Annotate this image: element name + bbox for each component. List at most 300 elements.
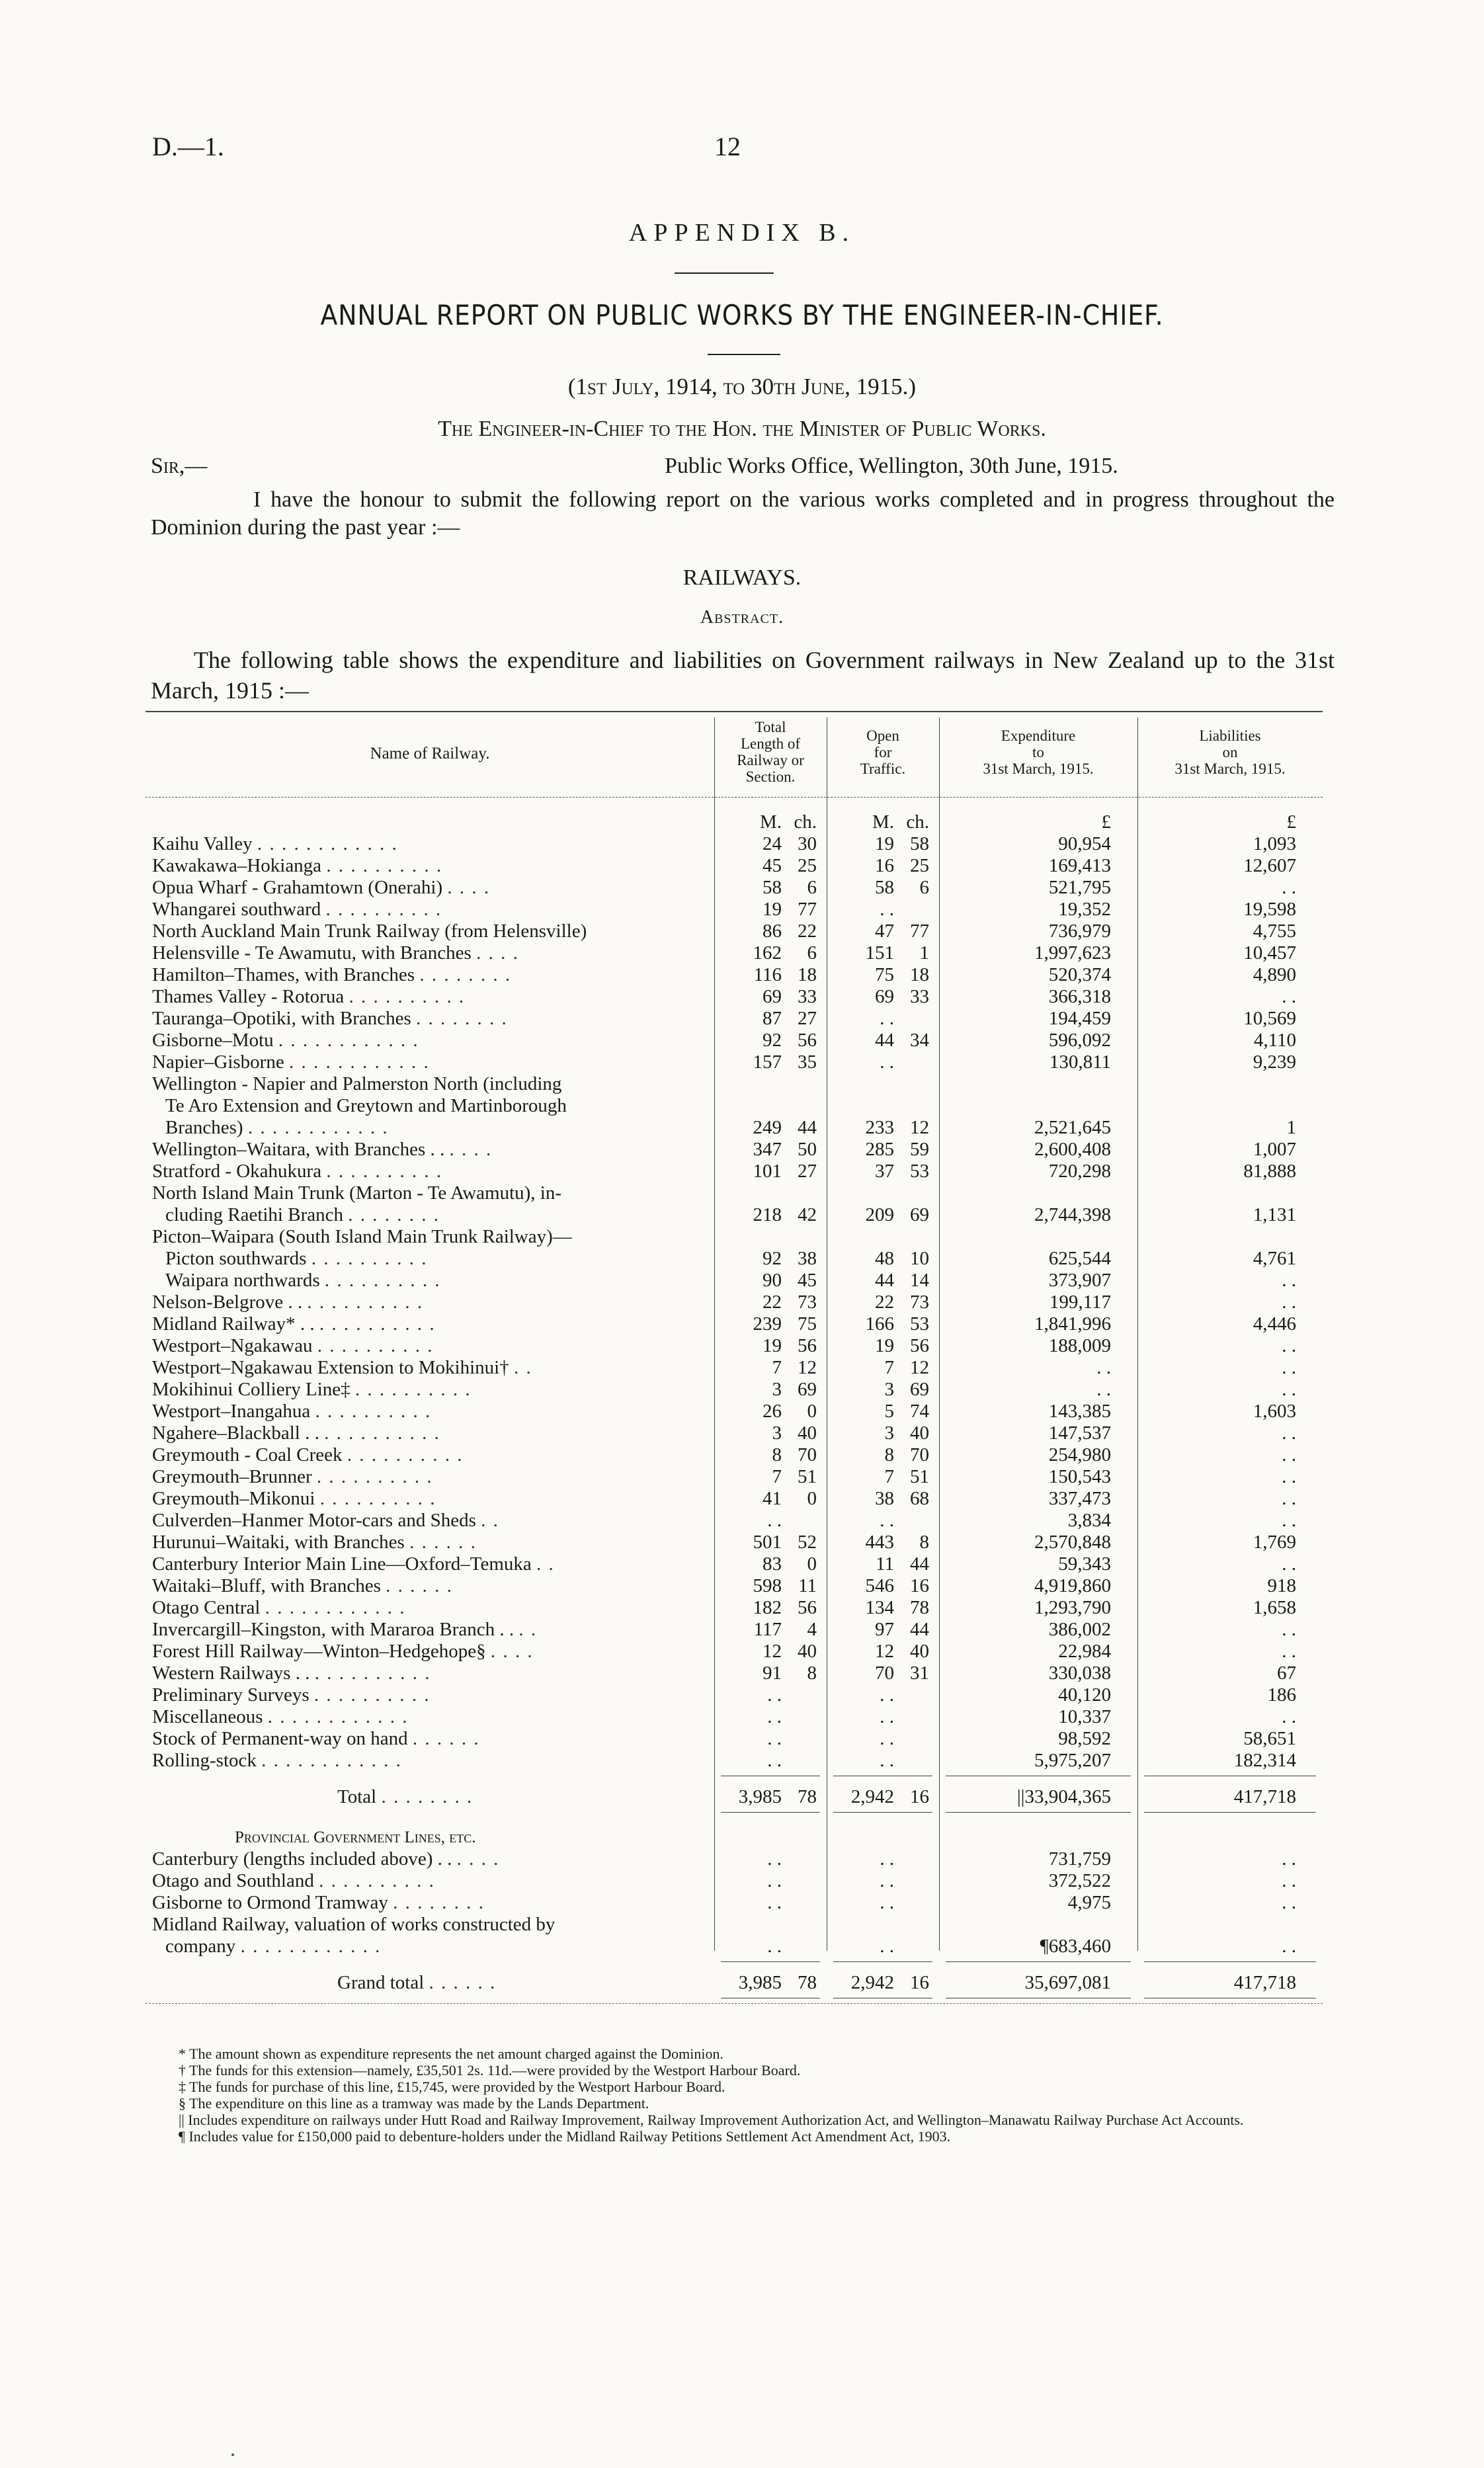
railway-name — [152, 1292, 727, 1313]
expenditure-value: 386,002 — [1048, 1619, 1111, 1640]
open-miles: . . — [880, 1706, 894, 1727]
open-miles: 166 — [865, 1313, 894, 1335]
liabilities-value: 58,651 — [1243, 1728, 1296, 1749]
table-row — [145, 921, 1323, 942]
railway-name — [152, 1051, 727, 1073]
unit-label: £ — [1101, 811, 1111, 833]
table-row — [145, 1597, 1323, 1619]
railway-name — [152, 1335, 727, 1357]
table-row — [145, 1444, 1323, 1466]
railway-name — [152, 1575, 727, 1597]
open-chains: 1 — [919, 942, 929, 964]
liabilities-value: 10,457 — [1243, 942, 1296, 964]
length-chains: 27 — [798, 1008, 817, 1029]
length-miles: 3,985 — [738, 1786, 782, 1807]
open-miles: 97 — [875, 1619, 894, 1640]
header-length-line: Railway or — [737, 752, 804, 768]
leader-dots: . . . . . . . . . . — [325, 899, 442, 920]
railway-name — [152, 1226, 727, 1248]
header-expenditure-line: 31st March, 1915. — [983, 761, 1094, 777]
liabilities-value: 12,607 — [1243, 855, 1296, 876]
railway-name — [152, 877, 727, 899]
open-miles: 7 — [884, 1357, 894, 1378]
length-miles: 90 — [763, 1270, 782, 1291]
railway-name — [165, 1936, 741, 1957]
table-row — [145, 1051, 1323, 1073]
railway-name-text: Greymouth–Mikonui — [152, 1488, 315, 1509]
leader-dots: . . . . . . . . . . — [307, 1292, 424, 1313]
leader-dots: . . . . . . . . . . . . — [257, 833, 398, 854]
length-miles: . . — [767, 1936, 782, 1957]
length-chains: 18 — [798, 964, 817, 985]
liabilities-value: 417,718 — [1233, 1972, 1296, 1993]
table-row — [145, 942, 1323, 964]
open-chains: 16 — [910, 1972, 929, 1993]
provincial-heading-row — [145, 1827, 1323, 1848]
open-chains: 59 — [910, 1139, 929, 1160]
railway-name-text: Hurunui–Waitaki, with Branches — [152, 1532, 405, 1553]
expenditure-value: 731,759 — [1048, 1848, 1111, 1870]
length-chains: 35 — [798, 1051, 817, 1073]
length-miles: 347 — [753, 1139, 782, 1160]
open-chains: 56 — [910, 1335, 929, 1356]
open-miles: 12 — [875, 1641, 894, 1662]
length-chains: 11 — [798, 1575, 817, 1596]
railway-name-text: company — [165, 1936, 236, 1957]
open-miles: 285 — [865, 1139, 894, 1160]
table-row — [145, 1619, 1323, 1641]
table-row — [145, 1270, 1323, 1292]
header-length-line: Total — [755, 719, 786, 735]
open-chains: 77 — [910, 921, 929, 942]
open-miles: . . — [880, 1684, 894, 1706]
railway-name — [165, 1270, 741, 1292]
open-chains: 8 — [919, 1532, 929, 1553]
railway-name-text: Branches) — [165, 1117, 243, 1138]
railway-name-text: Picton southwards — [165, 1248, 307, 1269]
expenditure-value: 1,997,623 — [1034, 942, 1111, 964]
liabilities-value: 81,888 — [1243, 1161, 1296, 1182]
length-chains: 45 — [798, 1270, 817, 1291]
subtotal-rule — [721, 1812, 820, 1813]
leader-dots: . . . . . . . . . . — [319, 1313, 436, 1335]
length-miles: 83 — [763, 1553, 782, 1575]
railway-name-text: Westport–Inangahua — [152, 1401, 311, 1422]
leader-dots: . . . . — [490, 1641, 534, 1662]
liabilities-value: . . — [1282, 1335, 1296, 1356]
railway-name-text: Canterbury (lengths included above) . . — [152, 1848, 452, 1870]
liabilities-value: 4,446 — [1253, 1313, 1296, 1335]
expenditure-value: 1,293,790 — [1034, 1597, 1111, 1618]
railway-name — [152, 1663, 727, 1684]
footnotes — [139, 2045, 1329, 2145]
open-miles: 44 — [875, 1030, 894, 1051]
expenditure-value: 2,570,848 — [1034, 1532, 1111, 1553]
length-chains: 56 — [798, 1030, 817, 1051]
page-number: 12 — [714, 132, 741, 161]
length-miles: 117 — [753, 1619, 782, 1640]
railway-name-text: Grand total — [337, 1972, 425, 1993]
length-miles: 239 — [753, 1313, 782, 1335]
leader-dots: . . . . — [456, 1848, 500, 1870]
table-row — [145, 1641, 1323, 1663]
table-row — [145, 1161, 1323, 1182]
railway-name-text: cluding Raetihi Branch — [165, 1204, 343, 1225]
railway-name-text: Thames Valley - Rotorua — [152, 986, 345, 1007]
liabilities-value: 9,239 — [1253, 1051, 1296, 1073]
length-miles: 19 — [763, 899, 782, 920]
railway-name-text: Midland Railway, valuation of works constructed by — [152, 1914, 556, 1935]
liabilities-value: 186 — [1267, 1684, 1296, 1706]
open-chains: 40 — [910, 1422, 929, 1444]
liabilities-value: . . — [1282, 1510, 1296, 1531]
subtotal-rule — [946, 1961, 1131, 1962]
footnote: ¶ Includes value for £150,000 paid to debenture-holders under the Midland Railway Petitions Settlement Act Amendment Act, 1903. — [179, 2128, 951, 2145]
open-miles: 2,942 — [850, 1972, 894, 1993]
railway-name-text: Otago and Southland — [152, 1870, 314, 1891]
subtotal-rule — [1144, 1812, 1316, 1813]
railway-name-text: Preliminary Surveys — [152, 1684, 309, 1706]
open-miles: 38 — [875, 1488, 894, 1509]
leader-dots: . . . . . . — [386, 1575, 453, 1596]
railway-name — [152, 1870, 727, 1892]
provincial-row — [145, 1848, 1323, 1870]
open-chains: 69 — [910, 1204, 929, 1225]
railway-name-text: North Island Main Trunk (Marton - Te Awamutu), in- — [152, 1182, 562, 1204]
leader-dots: . . . . — [476, 942, 519, 964]
expenditure-value: 372,522 — [1048, 1870, 1111, 1891]
railway-name-text: Picton–Waipara (South Island Main Trunk Railway)— — [152, 1226, 572, 1247]
expenditure-value: 143,385 — [1048, 1401, 1111, 1422]
header-length-line: Length of — [740, 735, 801, 752]
table-top-rule — [145, 711, 1323, 712]
railway-name — [152, 1532, 727, 1553]
expenditure-value: 90,954 — [1058, 833, 1111, 854]
length-miles: 92 — [763, 1030, 782, 1051]
section-heading: RAILWAYS. — [682, 565, 802, 590]
length-miles: 91 — [763, 1663, 782, 1684]
railway-name — [152, 1030, 727, 1051]
grand-total-row — [145, 1972, 1323, 1994]
expenditure-value: 1,841,996 — [1034, 1313, 1111, 1335]
table-row — [145, 1313, 1323, 1335]
open-miles: 75 — [875, 964, 894, 985]
railway-name — [152, 1466, 727, 1488]
header-liabilities-line: 31st March, 1915. — [1175, 761, 1286, 777]
railway-name — [152, 1379, 727, 1401]
length-chains: 42 — [798, 1204, 817, 1225]
footnote: § The expenditure on this line as a tramway was made by the Lands Department. — [179, 2095, 649, 2112]
railway-name-text: Mokihinui Colliery Line‡ — [152, 1379, 350, 1400]
leader-dots: . . . . . . . . . . — [319, 1870, 435, 1891]
length-miles: 116 — [753, 964, 782, 985]
liabilities-value: 1,769 — [1253, 1532, 1296, 1553]
open-miles: 47 — [875, 921, 894, 942]
open-miles: 44 — [875, 1270, 894, 1291]
table-row — [145, 1182, 1323, 1204]
unit-label: ch. — [906, 811, 929, 833]
liabilities-value: 4,755 — [1253, 921, 1296, 942]
railway-name — [152, 1848, 727, 1870]
open-miles: . . — [880, 1848, 894, 1870]
length-chains: 27 — [798, 1161, 817, 1182]
open-miles: 209 — [865, 1204, 894, 1225]
liabilities-value: 1,658 — [1253, 1597, 1296, 1618]
length-miles: 24 — [763, 833, 782, 854]
table-row — [145, 1466, 1323, 1488]
liabilities-value: . . — [1282, 1379, 1296, 1400]
divider — [708, 354, 780, 355]
leader-dots: . . . . . . — [409, 1532, 477, 1553]
open-chains: 78 — [910, 1597, 929, 1618]
open-chains: 14 — [910, 1270, 929, 1291]
length-miles: 7 — [772, 1357, 782, 1378]
length-miles: 598 — [753, 1575, 782, 1596]
railway-name-text: Gisborne to Ormond Tramway — [152, 1892, 388, 1913]
railway-name — [152, 899, 727, 921]
header-liabilities-line: Liabilities — [1199, 727, 1261, 744]
expenditure-value: 736,979 — [1048, 921, 1111, 942]
railway-name — [337, 1972, 913, 1994]
open-miles: 233 — [865, 1117, 894, 1138]
railway-name-text: Kawakawa–Hokianga — [152, 855, 322, 876]
railway-name-text: Greymouth - Coal Creek — [152, 1444, 343, 1465]
table-row — [145, 1379, 1323, 1401]
length-chains: 12 — [798, 1357, 817, 1378]
open-miles: . . — [880, 1728, 894, 1749]
leader-dots: . . . . . . . . . . . . — [261, 1750, 402, 1771]
length-chains: 4 — [807, 1619, 817, 1640]
expenditure-value: 194,459 — [1048, 1008, 1111, 1029]
expenditure-value: 35,697,081 — [1024, 1972, 1111, 1993]
railway-name-text: Ngahere–Blackball . . — [152, 1422, 319, 1444]
subtotal-rule — [833, 1812, 932, 1813]
open-miles: 443 — [865, 1532, 894, 1553]
railway-name — [152, 1684, 727, 1706]
railway-name-text: Otago Central — [152, 1597, 261, 1618]
table-row — [145, 1510, 1323, 1532]
header-expenditure — [939, 727, 1137, 777]
length-chains: 51 — [798, 1466, 817, 1487]
expenditure-value: 40,120 — [1058, 1684, 1111, 1706]
leader-dots: . . . . . . . . — [393, 1892, 485, 1913]
open-chains: 73 — [910, 1292, 929, 1313]
date-range: (1st July, 1914, to 30th June, 1915.) — [567, 374, 917, 399]
open-chains: 33 — [910, 986, 929, 1007]
leader-dots: . . . . . . . . . . — [315, 1401, 432, 1422]
length-miles: 157 — [753, 1051, 782, 1073]
expenditure-value: 625,544 — [1048, 1248, 1111, 1269]
railway-name — [152, 1161, 727, 1182]
leader-dots: . . . . . . . . . . — [319, 1488, 436, 1509]
railway-name — [337, 1786, 913, 1808]
liabilities-value: 10,569 — [1243, 1008, 1296, 1029]
length-miles: 58 — [763, 877, 782, 898]
total-row — [145, 1786, 1323, 1808]
length-chains: 0 — [807, 1488, 817, 1509]
expenditure-value: 330,038 — [1048, 1663, 1111, 1684]
railway-name-text: Waipara northwards — [165, 1270, 320, 1291]
open-chains: 25 — [910, 855, 929, 876]
table-row — [145, 1248, 1323, 1270]
length-chains: 56 — [798, 1597, 817, 1618]
railway-name-text: Whangarei southward — [152, 899, 321, 920]
length-chains: 8 — [807, 1663, 817, 1684]
header-length — [714, 719, 827, 785]
liabilities-value: . . — [1282, 986, 1296, 1007]
subtotal-rule — [946, 1812, 1131, 1813]
length-miles: . . — [767, 1510, 782, 1531]
length-miles: . . — [767, 1870, 782, 1891]
length-chains: 75 — [798, 1313, 817, 1335]
expenditure-value: 2,744,398 — [1034, 1204, 1111, 1225]
railway-name-text: Stock of Permanent-way on hand — [152, 1728, 408, 1749]
expenditure-value: 130,811 — [1049, 1051, 1111, 1073]
open-miles: 48 — [875, 1248, 894, 1269]
expenditure-value: 4,975 — [1067, 1892, 1111, 1913]
length-miles: 101 — [753, 1161, 782, 1182]
open-miles: 37 — [875, 1161, 894, 1182]
table-row — [145, 1030, 1323, 1051]
unit-label: £ — [1286, 811, 1296, 833]
expenditure-value: 188,009 — [1048, 1335, 1111, 1356]
liabilities-value: . . — [1282, 1357, 1296, 1378]
footnote: ‡ The funds for purchase of this line, £15,745, were provided by the Westport Harbour Board. — [179, 2078, 725, 2095]
length-chains: 25 — [798, 855, 817, 876]
table-row — [145, 1008, 1323, 1030]
expenditure-value: 720,298 — [1048, 1161, 1111, 1182]
leader-dots: . . . . . . . . . . — [354, 1379, 472, 1400]
table-bottom-rule — [145, 2003, 1323, 2004]
open-miles: 70 — [875, 1663, 894, 1684]
open-miles: 58 — [875, 877, 894, 898]
open-miles: . . — [880, 1870, 894, 1891]
open-miles: 3 — [884, 1379, 894, 1400]
table-row — [145, 833, 1323, 855]
railway-name — [152, 1422, 727, 1444]
length-chains: 78 — [798, 1786, 817, 1807]
leader-dots: . . . . . . . . . . — [316, 1466, 433, 1487]
liabilities-value: . . — [1282, 1422, 1296, 1444]
open-miles: 3 — [884, 1422, 894, 1444]
open-chains: 69 — [910, 1379, 929, 1400]
railway-name-text: Total — [337, 1786, 377, 1807]
header-name: Name of Railway. — [370, 745, 490, 762]
open-chains: 68 — [910, 1488, 929, 1509]
leader-dots: . . . . . . . . . . . . — [240, 1936, 382, 1957]
leader-dots: . . . . . . . . . . — [326, 1161, 443, 1182]
railway-name — [165, 1117, 741, 1139]
length-miles: . . — [767, 1684, 782, 1706]
provincial-row — [145, 1936, 1323, 1957]
open-miles: 546 — [865, 1575, 894, 1596]
leader-dots: . . . . . . . . . . . . — [265, 1597, 406, 1618]
railway-name-text: Opua Wharf - Grahamtown (Onerahi) — [152, 877, 443, 898]
open-chains: 16 — [910, 1575, 929, 1596]
table-row — [145, 1422, 1323, 1444]
railway-name — [152, 1728, 727, 1750]
provincial-heading: Provincial Government Lines, etc. — [235, 1829, 476, 1846]
liabilities-value: . . — [1282, 1270, 1296, 1291]
liabilities-value: 1,131 — [1253, 1204, 1296, 1225]
railway-name — [152, 1313, 727, 1335]
subtotal-rule — [1144, 1961, 1316, 1962]
leader-dots: . . . . . . . . . . . . — [267, 1706, 409, 1727]
open-miles: . . — [880, 1750, 894, 1771]
table-row — [145, 855, 1323, 877]
railway-name — [152, 1914, 727, 1936]
table-row — [145, 1204, 1323, 1226]
open-chains: 70 — [910, 1444, 929, 1465]
liabilities-value: 1,603 — [1253, 1401, 1296, 1422]
railway-name — [152, 986, 727, 1008]
leader-dots: . . . . — [449, 1139, 493, 1160]
expenditure-value: 5,975,207 — [1034, 1750, 1111, 1771]
liabilities-value: . . — [1282, 1292, 1296, 1313]
table-row — [145, 1575, 1323, 1597]
railway-name — [165, 1095, 741, 1117]
length-miles: 7 — [772, 1466, 782, 1487]
railway-name — [152, 1706, 727, 1728]
liabilities-value: . . — [1282, 1936, 1296, 1957]
open-chains: 16 — [910, 1786, 929, 1807]
expenditure-value: 199,117 — [1049, 1292, 1111, 1313]
railway-name-text: Kaihu Valley — [152, 833, 253, 854]
railway-name-text: Napier–Gisborne — [152, 1051, 284, 1073]
railway-name — [152, 1073, 727, 1095]
table-row — [145, 1095, 1323, 1117]
length-chains: 30 — [798, 833, 817, 854]
open-miles: . . — [880, 1510, 894, 1531]
length-miles: 218 — [753, 1204, 782, 1225]
liabilities-value: 67 — [1277, 1663, 1296, 1684]
liabilities-value: 182,314 — [1233, 1750, 1296, 1771]
railway-name-text: Hamilton–Thames, with Branches — [152, 964, 415, 985]
liabilities-value: 417,718 — [1233, 1786, 1296, 1807]
expenditure-value: ¶683,460 — [1040, 1936, 1111, 1957]
header-length-line: Section. — [745, 768, 796, 785]
length-miles: 3 — [772, 1379, 782, 1400]
railway-name-text: Invercargill–Kingston, with Mararoa Branch . . — [152, 1619, 515, 1640]
subtotal-rule — [833, 1961, 932, 1962]
open-miles: 69 — [875, 986, 894, 1007]
header-open-line: for — [874, 744, 892, 761]
expenditure-value: 4,919,860 — [1034, 1575, 1111, 1596]
length-chains: 22 — [798, 921, 817, 942]
length-miles: 92 — [763, 1248, 782, 1269]
open-miles: 7 — [884, 1466, 894, 1487]
length-miles: 45 — [763, 855, 782, 876]
open-chains: 6 — [919, 877, 929, 898]
length-miles: . . — [767, 1750, 782, 1771]
railway-name — [152, 1597, 727, 1619]
leader-dots: . . . . . . — [412, 1728, 480, 1749]
open-chains: 74 — [910, 1401, 929, 1422]
ink-dot — [231, 2453, 234, 2456]
railway-name-text: Western Railways . . — [152, 1663, 310, 1684]
expenditure-value: 3,834 — [1067, 1510, 1111, 1531]
open-chains: 34 — [910, 1030, 929, 1051]
header-open — [827, 727, 939, 777]
liabilities-value: . . — [1282, 877, 1296, 898]
leader-dots: . . . . . . . . . . — [326, 855, 443, 876]
provincial-row — [145, 1870, 1323, 1892]
table-header-rule — [145, 797, 1323, 798]
length-miles: 3 — [772, 1422, 782, 1444]
leader-dots: . . . . . . . . . . — [324, 1270, 441, 1291]
open-chains: 53 — [910, 1313, 929, 1335]
railway-name-text: Waitaki–Bluff, with Branches — [152, 1575, 381, 1596]
